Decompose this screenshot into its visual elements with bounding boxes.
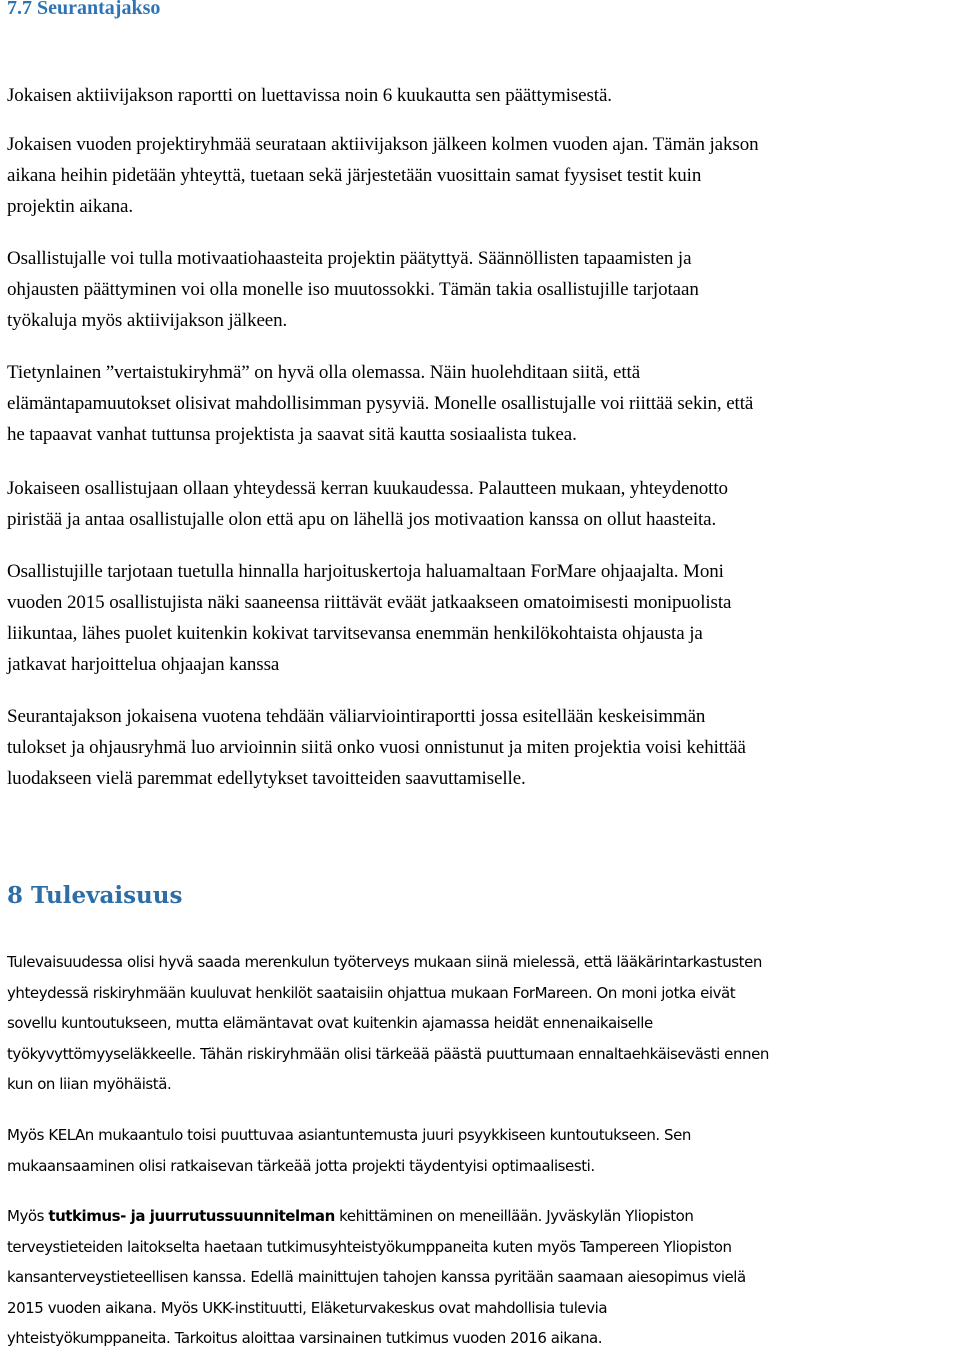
- paragraph: [7, 701, 746, 794]
- section-heading-seurantajakso: 7.7 Seurantajakso: [7, 0, 161, 19]
- text-line: ohjausten päättyminen voi olla monelle iso muutossokki. Tämän takia osallistujille tarjotaan: [7, 279, 699, 300]
- paragraph: [7, 947, 769, 1100]
- paragraph: [7, 80, 612, 111]
- text-line: aikana heihin pidetään yhteyttä, tuetaan sekä järjestetään vuosittain samat fyysiset testit kuin: [7, 165, 702, 186]
- text-line: jatkavat harjoittelua ohjaajan kanssa: [7, 654, 280, 675]
- text-line: Jokaisen vuoden projektiryhmää seurataan aktiivijakson jälkeen kolmen vuoden ajan. Tämän jakson: [7, 134, 759, 155]
- paragraph: [7, 1120, 691, 1181]
- text-line: Seurantajakson jokaisena vuotena tehdään väliarviointiraportti jossa esitellään keskeisimmän: [7, 706, 706, 727]
- text-line: 2015 vuoden aikana. Myös UKK-instituutti, Eläketurvakeskus ovat mahdollisia tulevia: [7, 1298, 608, 1317]
- text-line: projektin aikana.: [7, 196, 133, 217]
- text-line: elämäntapamuutokset olisivat mahdollisimman pysyviä. Monelle osallistujalle voi riittää sekin, että: [7, 393, 754, 414]
- text-line: Myös KELAn mukaantulo toisi puuttuvaa asiantuntemusta juuri psyykkiseen kuntoutukseen. Sen: [7, 1126, 691, 1144]
- paragraph: [7, 556, 731, 680]
- text-line: Osallistujalle voi tulla motivaatiohaasteita projektin päätyttyä. Säännöllisten tapaamisten ja: [7, 248, 692, 269]
- text-line: yhteistyökumppaneita. Tarkoitus aloittaa varsinainen tutkimus vuoden 2016 aikana.: [7, 1329, 603, 1347]
- text-run: kehittäminen on meneillään. Jyväskylän Yliopiston: [334, 1207, 694, 1225]
- text-line: työkyvyttömyyseläkkeelle. Tähän riskiryhmään olisi tärkeää päästä puuttumaan ennaltaehkäisevästi ennen: [7, 1044, 769, 1063]
- text-run: Myös: [7, 1207, 49, 1225]
- paragraph: [7, 1201, 746, 1354]
- text-line: Jokaiseen osallistujaan ollaan yhteydessä kerran kuukaudessa. Palautteen mukaan, yhteydenotto: [7, 478, 728, 499]
- text-line: työkaluja myös aktiivijakson jälkeen.: [7, 310, 288, 331]
- text-line: Osallistujille tarjotaan tuetulla hinnalla harjoituskertoja haluamaltaan ForMare ohjaajalta. Moni: [7, 561, 724, 582]
- text-line: Tulevaisuudessa olisi hyvä saada merenkulun työterveys mukaan siinä mielessä, että lääkärintarkastusten: [7, 953, 762, 971]
- text-line: kun on liian myöhäistä.: [7, 1075, 172, 1093]
- paragraph: [7, 473, 728, 535]
- text-line: Tietynlainen ”vertaistukiryhmä” on hyvä olla olemassa. Näin huolehditaan siitä, että: [7, 362, 641, 383]
- text-line: he tapaavat vanhat tuttunsa projektista ja saavat sitä kautta sosiaalista tukea.: [7, 424, 577, 445]
- paragraph: [7, 357, 753, 450]
- section-heading-tulevaisuus: 8 Tulevaisuus: [7, 882, 183, 909]
- text-line: mukaansaaminen olisi ratkaisevan tärkeää jotta projekti täydentyisi optimaalisesti.: [7, 1156, 595, 1175]
- text-line: vuoden 2015 osallistujista näki saaneensa riittävät eväät jatkaakseen omatoimisesti monipuolista: [7, 592, 732, 613]
- text-line: liikuntaa, lähes puolet kuitenkin kokivat tarvitsevansa enemmän henkilökohtaista ohjausta ja: [7, 623, 703, 644]
- text-line: Jokaisen aktiivijakson raportti on luettavissa noin 6 kuukautta sen päättymisestä.: [7, 85, 612, 106]
- bold-term: tutkimus- ja juurrutussuunnitelman: [48, 1207, 335, 1225]
- paragraph: [7, 243, 699, 336]
- text-line: luodakseen vielä paremmat edellytykset tavoitteiden saavuttamiselle.: [7, 768, 526, 789]
- text-line: [7, 1201, 746, 1232]
- text-line: yhteydessä riskiryhmään kuuluvat henkilöt saataisiin ohjattua mukaan ForMareen. On moni jotka eivät: [7, 983, 736, 1002]
- text-line: terveystieteiden laitokselta haetaan tutkimusyhteistyökumppaneita kuten myös Tampereen Yliopiston: [7, 1237, 732, 1256]
- text-line: tulokset ja ohjausryhmä luo arvioinnin siitä onko vuosi onnistunut ja miten projektia voisi kehittää: [7, 737, 746, 758]
- text-line: sovellu kuntoutukseen, mutta elämäntavat ovat kuitenkin ajamassa heidät ennenaikaiselle: [7, 1014, 653, 1032]
- text-line: piristää ja antaa osallistujalle olon että apu on lähellä jos motivaation kanssa on ollut haasteita.: [7, 509, 717, 530]
- text-line: kansanterveystieteellisen kanssa. Edellä mainittujen tahojen kanssa pyritään saamaan aiesopimus vielä: [7, 1268, 746, 1286]
- paragraph: [7, 129, 759, 222]
